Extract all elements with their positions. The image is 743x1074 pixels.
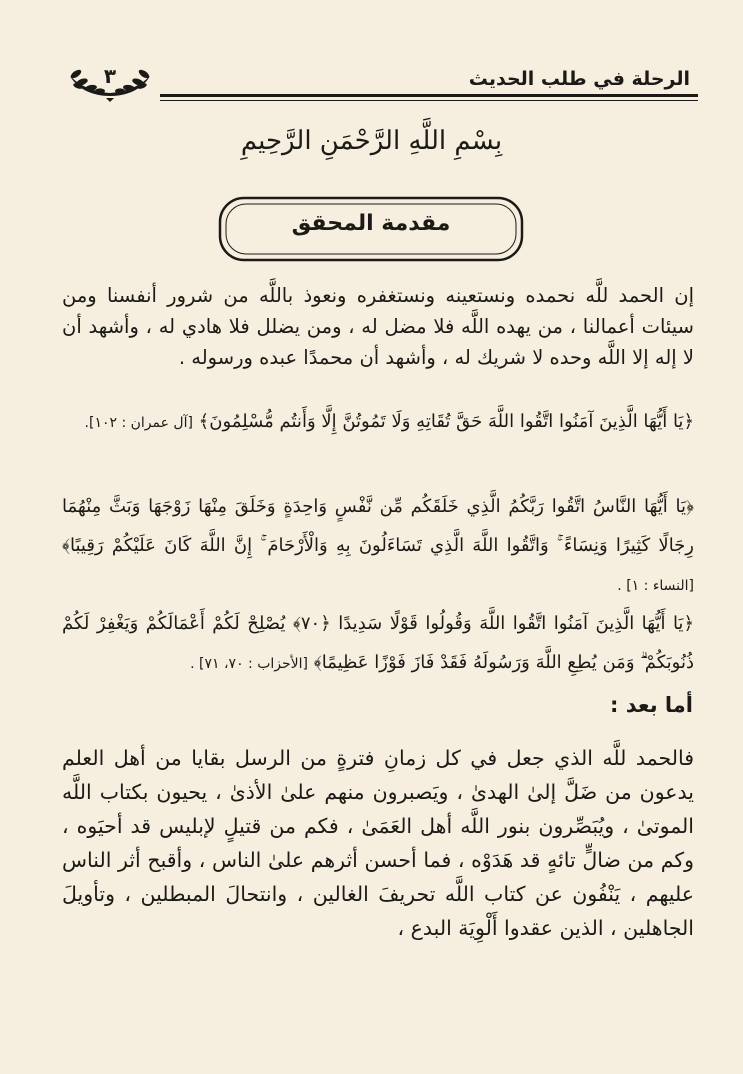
body-paragraph: فالحمد للَّه الذي جعل في كل زمانِ فترةٍ من الرسل بقايا من أهل العلم يدعون من ضَلَّ إلىٰ الهدىٰ ، ويَصبرون منهم علىٰ الأذىٰ ، يحيون بكتاب اللَّه الموتىٰ ، ويُبَصِّرون بنور اللَّه أهل العَمَىٰ ، فكم من قتيلٍ لإبليس قد أحيَوه ، وكم من ضالٍّ تائهٍ قد هَدَوْه ، فما أحسن أثرهم علىٰ الناس ، وأقبح أثر الناس عليهم ، يَنْفُون عن كتاب اللَّه تحريفَ الغالين ، وانتحالَ المبطلين ، وتأويلَ الجاهلين ، الذين عقدوا أَلْوِيَة البدع ، — [62, 746, 694, 940]
page-header — [60, 58, 698, 106]
page-number-wreath — [64, 58, 156, 104]
amma-bad-heading: أما بعد : — [610, 693, 693, 717]
verse-1-text: ﴿يَا أَيُّهَا الَّذِينَ آمَنُوا اتَّقُوا اللَّهَ حَقَّ تُقَاتِهِ وَلَا تَمُوتُنَّ إِلَّا وَأَنتُم مُّسْلِمُونَ﴾ — [198, 411, 694, 432]
verse-1 — [62, 402, 694, 443]
header-rule-thick — [160, 94, 698, 97]
section-title: مقدمة المحقق — [291, 211, 451, 236]
verse-3 — [62, 604, 694, 684]
verse-3-ref: [الأحزاب : ٧٠، ٧١] . — [190, 656, 308, 672]
basmala: بِسْمِ اللَّهِ الرَّحْمَنِ الرَّحِيمِ — [240, 126, 503, 156]
verse-3-text: ﴿يَا أَيُّهَا الَّذِينَ آمَنُوا اتَّقُوا اللَّهَ وَقُولُوا قَوْلًا سَدِيدًا ﴿٧٠﴾ يُصْلِحْ لَكُمْ أَعْمَالَكُمْ وَيَغْفِرْ لَكُمْ ذُنُوبَكُمْ ۗ وَمَن يُطِعِ اللَّهَ وَرَسُولَهُ فَقَدْ فَازَ فَوْزًا عَظِيمًا﴾ — [62, 613, 694, 673]
verse-1-ref: [آل عمران : ١٠٢]. — [84, 415, 193, 431]
page-number: ٣ — [103, 64, 117, 88]
verse-2-text: ﴿يَا أَيُّهَا النَّاسُ اتَّقُوا رَبَّكُمُ الَّذِي خَلَقَكُم مِّن نَّفْسٍ وَاحِدَةٍ وَخَلَقَ مِنْهَا زَوْجَهَا وَبَثَّ مِنْهُمَا رِجَالًا كَثِيرًا وَنِسَاءً ۚ وَاتَّقُوا اللَّهَ الَّذِي تَسَاءَلُونَ بِهِ وَالْأَرْحَامَ ۚ إِنَّ اللَّهَ كَانَ عَلَيْكُمْ رَقِيبًا﴾ — [62, 496, 694, 556]
intro-paragraph: إن الحمد للَّه نحمده ونستعينه ونستغفره ونعوذ باللَّه من شرور أنفسنا ومن سيئات أعمالنا ، من يهده اللَّه فلا مضل له ، ومن يضلل فلا هادي له ، وأشهد أن لا إله إلا اللَّه وحده لا شريك له ، وأشهد أن محمدًا عبده ورسوله . — [62, 284, 694, 369]
verse-2-ref: [النساء : ١] . — [617, 578, 694, 594]
verse-2 — [62, 487, 694, 606]
header-rule-thin — [160, 100, 698, 101]
section-title-frame — [218, 196, 524, 262]
running-title: الرحلة في طلب الحديث — [468, 68, 690, 90]
